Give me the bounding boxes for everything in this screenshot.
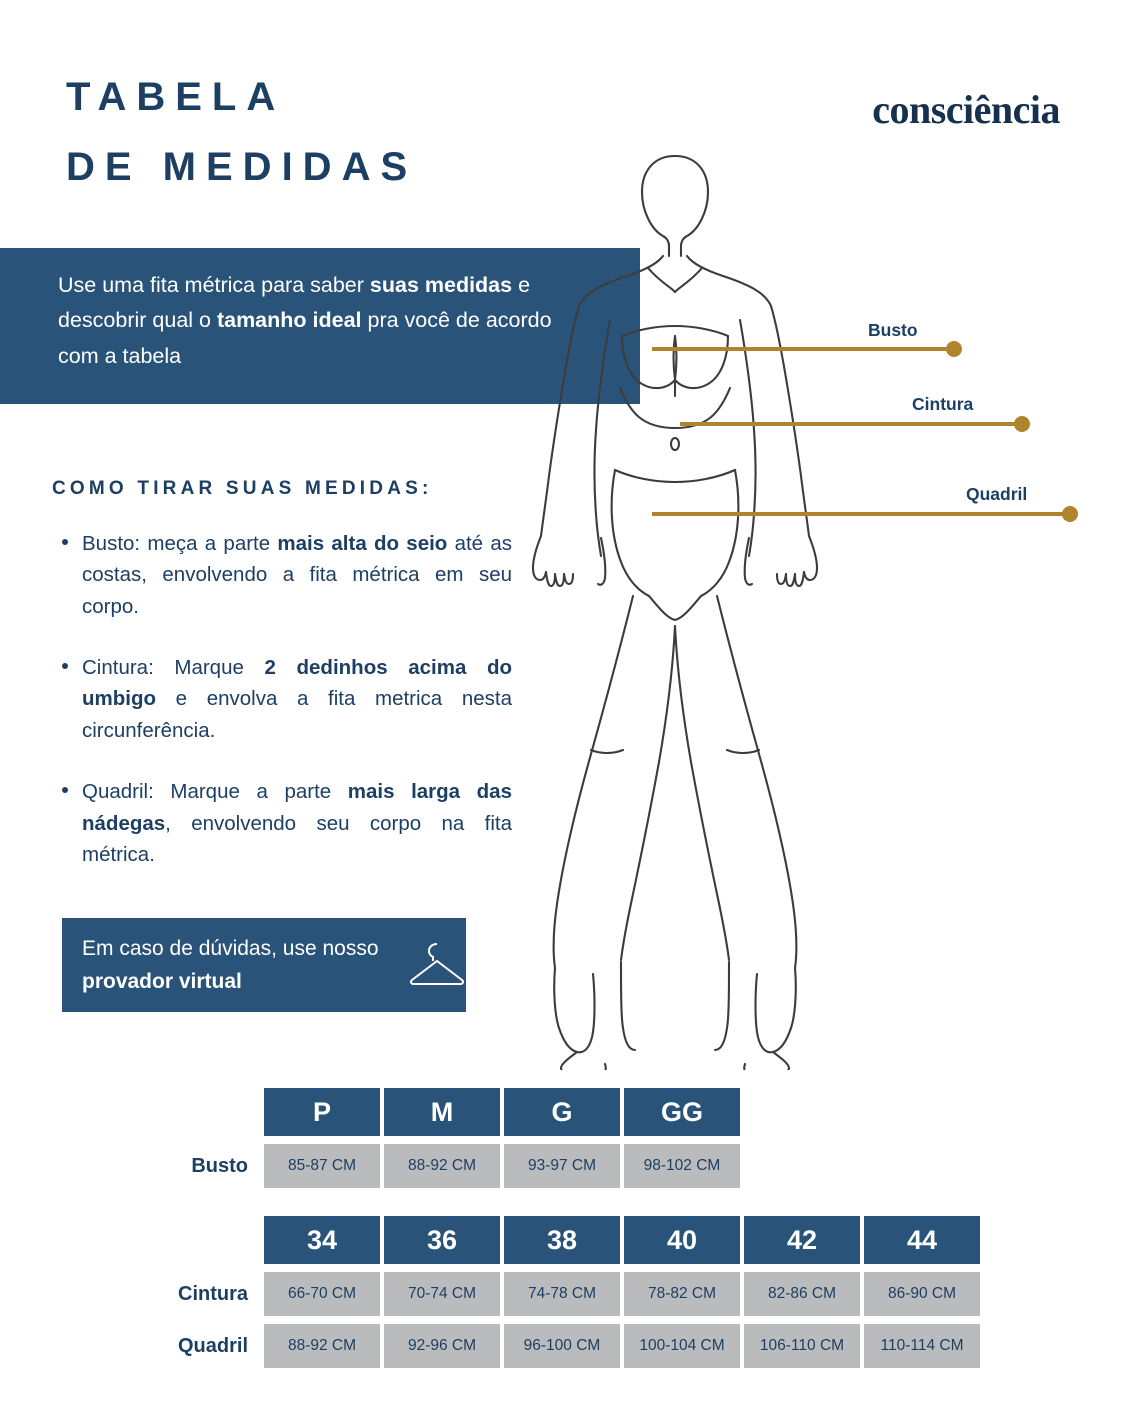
size-header-40: 40 xyxy=(624,1216,740,1264)
cintura-value-42: 82-86 CM xyxy=(744,1272,860,1316)
table-row-numeric-sizes xyxy=(130,1216,1020,1264)
row-label-busto: Busto xyxy=(191,1154,248,1177)
measurement-instructions-list xyxy=(52,528,512,900)
size-header-34: 34 xyxy=(264,1216,380,1264)
quadril-value-38: 96-100 CM xyxy=(504,1324,620,1368)
size-header-38: 38 xyxy=(504,1216,620,1264)
busto-value-m: 88-92 CM xyxy=(384,1144,500,1188)
bullet-bold-1: mais alta do seio xyxy=(277,532,448,555)
intro-part-3: pra você de acordo com a tabela xyxy=(58,308,552,368)
table-row-cintura xyxy=(130,1272,1020,1316)
size-header-gg: GG xyxy=(624,1088,740,1136)
page-title xyxy=(66,62,417,202)
size-header-42: 42 xyxy=(744,1216,860,1264)
size-header-36: 36 xyxy=(384,1216,500,1264)
list-item xyxy=(52,652,512,746)
hanger-icon xyxy=(406,938,468,994)
row-label-cintura: Cintura xyxy=(178,1282,248,1305)
quadril-value-42: 106-110 CM xyxy=(744,1324,860,1368)
table-row-letter-sizes xyxy=(130,1088,1020,1136)
list-item xyxy=(52,776,512,870)
cintura-value-34: 66-70 CM xyxy=(264,1272,380,1316)
size-header-p: P xyxy=(264,1088,380,1136)
fitting-text-part-1: Em caso de dúvidas, use nosso xyxy=(82,937,379,960)
busto-measure-endpoint xyxy=(946,341,962,357)
quadril-measure-line xyxy=(652,512,1070,516)
quadril-value-36: 92-96 CM xyxy=(384,1324,500,1368)
busto-arrow-label: Busto xyxy=(868,320,918,340)
cintura-arrow-label: Cintura xyxy=(912,394,974,414)
bullet-text-3a: Quadril: Marque a parte xyxy=(82,780,348,804)
busto-measure-line xyxy=(652,347,952,351)
quadril-arrow-label: Quadril xyxy=(966,484,1028,504)
virtual-fitting-room-text xyxy=(82,932,402,998)
cintura-value-36: 70-74 CM xyxy=(384,1272,500,1316)
cintura-value-40: 78-82 CM xyxy=(624,1272,740,1316)
busto-value-gg: 98-102 CM xyxy=(624,1144,740,1188)
page-title-line-1: TABELA xyxy=(66,75,286,119)
brand-logo: consciência xyxy=(872,87,1060,132)
quadril-measure-endpoint xyxy=(1062,506,1078,522)
size-header-44: 44 xyxy=(864,1216,980,1264)
list-item xyxy=(52,528,512,622)
size-header-m: M xyxy=(384,1088,500,1136)
cintura-value-44: 86-90 CM xyxy=(864,1272,980,1316)
cintura-value-38: 74-78 CM xyxy=(504,1272,620,1316)
size-table xyxy=(130,1088,1020,1376)
female-body-figure xyxy=(470,140,890,1070)
howto-heading: COMO TIRAR SUAS MEDIDAS: xyxy=(52,478,433,499)
busto-value-g: 93-97 CM xyxy=(504,1144,620,1188)
fitting-text-bold: provador virtual xyxy=(82,970,242,994)
intro-bold-1: suas medidas xyxy=(369,273,513,297)
bullet-text-3b: , envolvendo seu corpo na fita métrica. xyxy=(82,811,512,866)
intro-bold-2: tamanho ideal xyxy=(216,308,362,333)
bullet-text-2b: e envolva a fita metrica nesta circunferência. xyxy=(82,687,512,742)
size-header-g: G xyxy=(504,1088,620,1136)
quadril-value-44: 110-114 CM xyxy=(864,1324,980,1368)
row-label-quadril: Quadril xyxy=(177,1334,248,1357)
bullet-text-2a: Cintura: Marque xyxy=(82,656,265,680)
table-row-busto xyxy=(130,1144,1020,1188)
bullet-text-1a: Busto: meça a parte xyxy=(82,532,278,555)
bullet-bold-3: mais larga das nádegas xyxy=(82,780,512,835)
cintura-measure-endpoint xyxy=(1014,416,1030,432)
table-row-quadril xyxy=(130,1324,1020,1368)
cintura-measure-line xyxy=(680,422,1020,426)
intro-part-2: e descobrir qual o xyxy=(58,273,531,333)
quadril-value-40: 100-104 CM xyxy=(624,1324,740,1368)
bullet-text-1b: até as costas, envolvendo a fita métrica em seu corpo. xyxy=(82,532,513,618)
intro-part-1: Use uma fita métrica para saber xyxy=(58,273,370,297)
quadril-value-34: 88-92 CM xyxy=(264,1324,380,1368)
page-title-line-2: DE MEDIDAS xyxy=(66,145,418,189)
busto-value-p: 85-87 CM xyxy=(264,1144,380,1188)
table-spacer xyxy=(130,1196,1020,1216)
bullet-bold-2: 2 dedinhos acima do umbigo xyxy=(82,656,512,711)
